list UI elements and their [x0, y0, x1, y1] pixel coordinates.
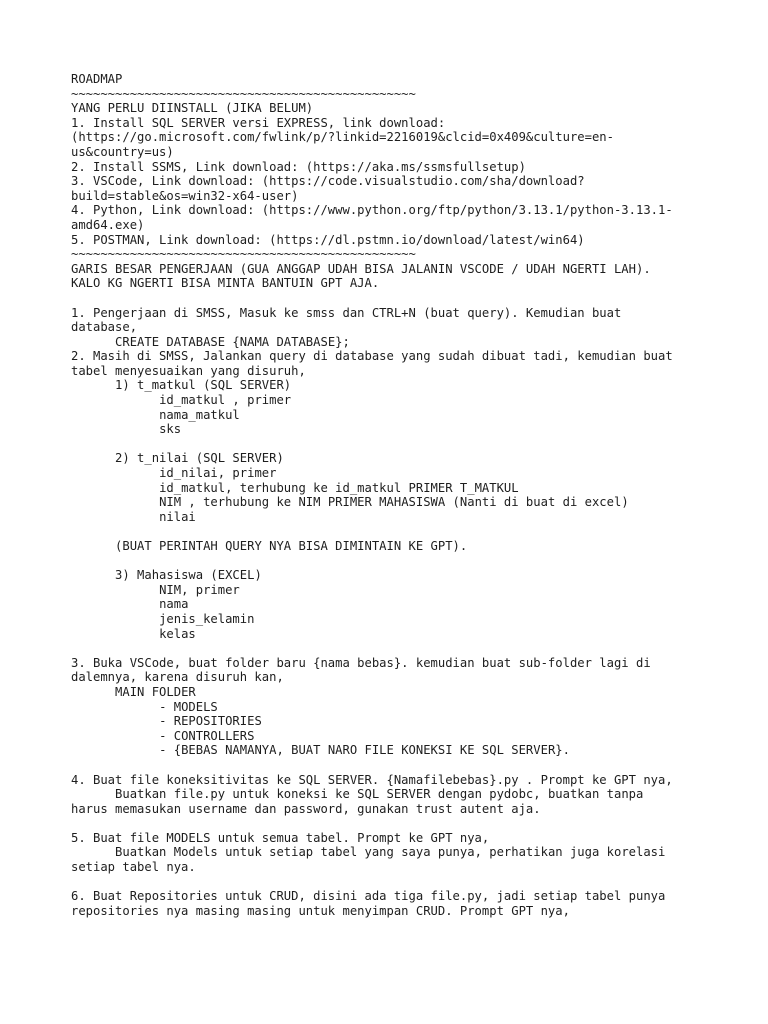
separator-line: ~~~~~~~~~~~~~~~~~~~~~~~~~~~~~~~~~~~~~~~~~~~~~~~: [71, 86, 416, 101]
step6-line: 6. Buat Repositories untuk CRUD, disini ada tiga file.py, jadi setiap tabel punya: [71, 889, 666, 904]
table-field: NIM, primer: [159, 582, 240, 597]
overview-line: GARIS BESAR PENGERJAAN (GUA ANGGAP UDAH BISA JALANIN VSCODE / UDAH NGERTI LAH).: [71, 261, 651, 276]
table-field: kelas: [159, 626, 196, 641]
step2-line: 2. Masih di SMSS, Jalankan query di database yang sudah dibuat tadi, kemudian buat: [71, 349, 673, 364]
table-title: 3) Mahasiswa (EXCEL): [115, 568, 262, 583]
blank-line: [71, 554, 711, 569]
separator-line: ~~~~~~~~~~~~~~~~~~~~~~~~~~~~~~~~~~~~~~~~~~~~~~~: [71, 247, 416, 262]
install-heading: YANG PERLU DIINSTALL (JIKA BELUM): [71, 101, 314, 116]
install-line: 5. POSTMAN, Link download: (https://dl.pstmn.io/download/latest/win64): [71, 232, 585, 247]
blank-line: [71, 524, 711, 539]
subfolder-item: - MODELS: [159, 699, 218, 714]
table-field: nama: [159, 597, 189, 612]
step2-line: tabel menyesuaikan yang disuruh,: [71, 363, 306, 378]
blank-line: [71, 816, 711, 831]
query-note: (BUAT PERINTAH QUERY NYA BISA DIMINTAIN KE GPT).: [115, 539, 468, 553]
install-line: 2. Install SSMS, Link download: (https://aka.ms/ssmsfullsetup): [71, 159, 526, 174]
install-line: amd64.exe): [71, 217, 145, 232]
step4-prompt: harus memasukan username dan password, gunakan trust autent aja.: [71, 801, 541, 816]
step5-prompt: Buatkan Models untuk setiap tabel yang saya punya, perhatikan juga korelasi: [115, 845, 666, 860]
table-field: NIM , terhubung ke NIM PRIMER MAHASISWA (Nanti di buat di excel): [159, 495, 629, 510]
blank-line: [71, 291, 711, 306]
install-line: us&country=us): [71, 144, 174, 159]
blank-line: [71, 758, 711, 773]
table-field: id_matkul , primer: [159, 393, 292, 408]
folder-name: MAIN FOLDER: [115, 684, 196, 699]
table-field: sks: [159, 422, 182, 437]
table-field: id_nilai, primer: [159, 466, 277, 481]
overview-line: KALO KG NGERTI BISA MINTA BANTUIN GPT AJA.: [71, 276, 380, 291]
blank-line: [71, 875, 711, 890]
step5-prompt: setiap tabel nya.: [71, 860, 196, 875]
step4-line: 4. Buat file koneksitivitas ke SQL SERVER. {Namafilebebas}.py . Prompt ke GPT nya,: [71, 772, 673, 787]
subfolder-item: - {BEBAS NAMANYA, BUAT NARO FILE KONEKSI KE SQL SERVER}.: [159, 743, 570, 758]
install-line: build=stable&os=win32-x64-user): [71, 188, 299, 203]
step1-line: 1. Pengerjaan di SMSS, Masuk ke smss dan CTRL+N (buat query). Kemudian buat: [71, 305, 622, 320]
install-line: (https://go.microsoft.com/fwlink/p/?linkid=2216019&clcid=0x409&culture=en-: [71, 130, 614, 145]
step5-line: 5. Buat file MODELS untuk semua tabel. Prompt ke GPT nya,: [71, 830, 490, 845]
step1-line: database,: [71, 320, 138, 335]
step3-line: 3. Buka VSCode, buat folder baru {nama bebas}. kemudian buat sub-folder lagi di: [71, 655, 651, 670]
table-field: id_matkul, terhubung ke id_matkul PRIMER T_MATKUL: [159, 480, 519, 495]
table-title: 1) t_matkul (SQL SERVER): [115, 378, 292, 393]
subfolder-item: - CONTROLLERS: [159, 728, 255, 743]
install-line: 3. VSCode, Link download: (https://code.visualstudio.com/sha/download?: [71, 174, 585, 189]
install-line: 4. Python, Link download: (https://www.python.org/ftp/python/3.13.1/python-3.13.1-: [71, 203, 673, 218]
step6-line: repositories nya masing masing untuk menyimpan CRUD. Prompt GPT nya,: [71, 903, 570, 918]
table-field: nilai: [159, 509, 196, 524]
table-title: 2) t_nilai (SQL SERVER): [115, 451, 284, 466]
subfolder-item: - REPOSITORIES: [159, 714, 262, 729]
table-field: jenis_kelamin: [159, 611, 255, 626]
step3-line: dalemnya, karena disuruh kan,: [71, 670, 284, 685]
blank-line: [71, 641, 711, 656]
table-field: nama_matkul: [159, 407, 240, 422]
install-line: 1. Install SQL SERVER versi EXPRESS, link download:: [71, 115, 446, 130]
blank-line: [71, 437, 711, 452]
step4-prompt: Buatkan file.py untuk koneksi ke SQL SERVER dengan pydobc, buatkan tanpa: [115, 787, 644, 802]
document-page: [71, 72, 711, 918]
step1-code: CREATE DATABASE {NAMA DATABASE};: [115, 334, 350, 349]
document-title: ROADMAP: [71, 72, 123, 86]
